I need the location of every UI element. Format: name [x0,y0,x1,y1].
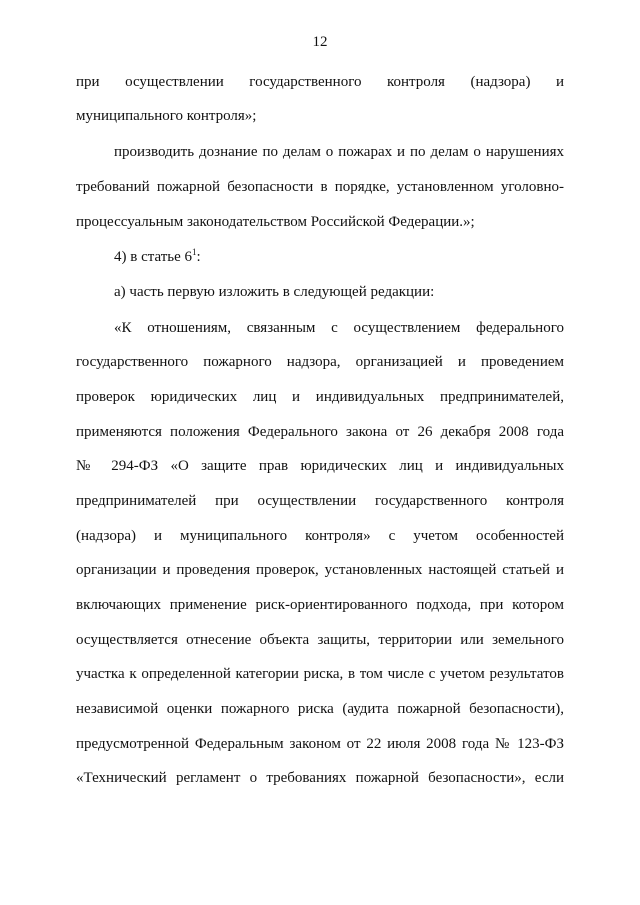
text-line: осуществляется отнесение объекта защиты, территории или земельного [76,632,564,648]
text-line: независимой оценки пожарного риска (аудита пожарной безопасности), [76,701,564,717]
text-line: а) часть первую изложить в следующей редакции: [114,284,435,300]
text-line: включающих применение риск-ориентированного подхода, при котором [76,597,564,613]
text-line: № 294-ФЗ «О защите прав юридических лиц и индивидуальных [76,458,564,474]
text-line: при осуществлении государственного контроля (надзора) и [76,74,564,90]
article-suffix: : [196,249,201,265]
text-line: применяются положения Федерального закона от 26 декабря 2008 года [76,424,564,440]
text-line: предпринимателей при осуществлении государственного контроля [76,493,564,509]
text-line: производить дознание по делам о пожарах и по делам о нарушениях [114,144,564,160]
article-line [114,247,564,267]
text-line: (надзора) и муниципального контроля» с учетом особенностей [76,528,564,544]
text-line: предусмотренной Федеральным законом от 22 июля 2008 года № 123-ФЗ [76,736,564,752]
text-line: требований пожарной безопасности в порядке, установленном уголовно- [76,179,564,195]
text-line: муниципального контроля»; [76,108,257,124]
article-text: 4) в статье 6 [114,249,193,265]
text-line: организации и проведения проверок, установленных настоящей статьей и [76,562,564,578]
text-line: «Технический регламент о требованиях пожарной безопасности», если [76,770,564,786]
text-line: процессуальным законодательством Российской Федерации.»; [76,214,475,230]
text-line: государственного пожарного надзора, организацией и проведением [76,354,564,370]
article-superscript: 1 [192,247,197,257]
text-line: участка к определенной категории риска, в том числе с учетом результатов [76,666,564,682]
text-line: проверок юридических лиц и индивидуальных предпринимателей, [76,389,564,405]
text-line: «К отношениям, связанным с осуществлением федерального [114,320,564,336]
page-number: 12 [312,34,328,50]
